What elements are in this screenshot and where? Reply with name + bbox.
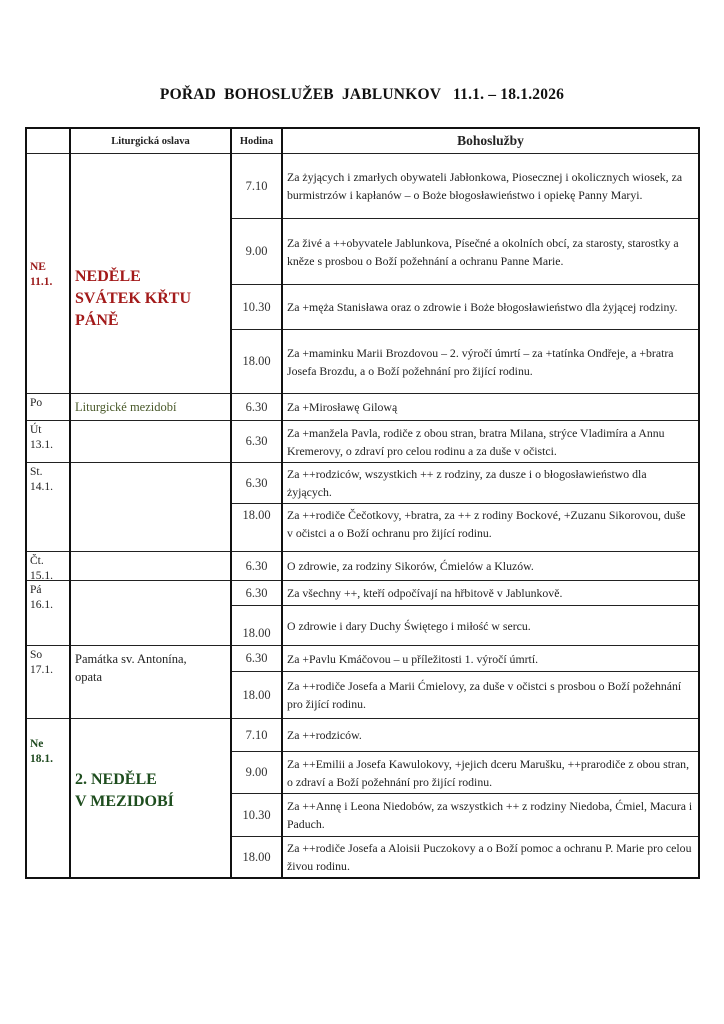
table-row [26, 463, 699, 504]
mass-intention: Za ++Emilii a Josefa Kawulokovy, +jejich dceru Marušku, ++prarodiče z obou stran, o zdraví a Boží požehnání pro žijící rodinu. [282, 752, 699, 794]
mass-intention: Za +Pavlu Kmáčovou – u příležitosti 1. výročí úmrtí. [282, 646, 699, 672]
mass-hour: 7.10 [231, 154, 282, 219]
day-cell-thursday [26, 552, 70, 581]
day-cell-tuesday [26, 421, 70, 463]
table-row [26, 581, 699, 606]
mass-intention: Za ++rodziców. [282, 719, 699, 752]
day-name: Čt. [30, 555, 44, 567]
liturgy-line: V MEZIDOBÍ [75, 793, 174, 810]
mass-intention: Za živé a ++obyvatele Jablunkova, Písečné a okolních obcí, za starosty, starostky a kněze s prosbou o Boží požehnání a ochranu Panne Marie. [282, 219, 699, 285]
table-row [26, 646, 699, 672]
day-name: So [30, 649, 43, 661]
mass-hour: 6.30 [231, 394, 282, 421]
mass-intention: O zdrowie i dary Duchy Świętego i miłość w sercu. [282, 606, 699, 646]
liturgy-line: PÁNĚ [75, 311, 119, 329]
mass-intention: Za ++rodziców, wszystkich ++ z rodziny, za dusze i o błogosławieństwo dla żyjących. [282, 463, 699, 504]
header-liturgy: Liturgická oslava [70, 128, 231, 154]
table-row [26, 719, 699, 752]
liturgy-cell-sunday [70, 719, 231, 879]
mass-intention: Za +Mirosławę Gilową [282, 394, 699, 421]
header-day [26, 128, 70, 154]
day-cell-sunday-11 [26, 154, 70, 394]
day-date: 18.1. [30, 753, 53, 765]
mass-intention: Za ++Annę i Leona Niedobów, za wszystkich ++ z rodziny Niedoba, Ćmiel, Macura i Paduch. [282, 794, 699, 837]
mass-hour: 6.30 [231, 421, 282, 463]
day-cell-saturday [26, 646, 70, 719]
table-row [26, 552, 699, 581]
liturgy-line: 2. NEDĚLE [75, 771, 157, 788]
liturgy-cell: Liturgické mezidobí [70, 394, 231, 421]
mass-hour: 6.30 [231, 463, 282, 504]
day-name: Ne [30, 738, 44, 750]
mass-hour: 18.00 [231, 672, 282, 719]
liturgy-cell [70, 552, 231, 581]
day-cell-friday [26, 581, 70, 646]
mass-hour: 18.00 [231, 504, 282, 552]
day-name: Út [30, 424, 42, 436]
mass-intention: Za +męża Stanisława oraz o zdrowie i Boże błogosławieństwo dla żyjącej rodziny. [282, 285, 699, 330]
liturgy-cell [70, 463, 231, 552]
table-row [26, 394, 699, 421]
liturgy-cell-feast [70, 154, 231, 394]
mass-hour: 18.00 [231, 330, 282, 394]
page-title: POŘAD BOHOSLUŽEB JABLUNKOV 11.1. – 18.1.2026 [159, 86, 565, 103]
day-date: 11.1. [30, 275, 53, 288]
day-date: 13.1. [30, 439, 53, 451]
day-name: St. [30, 466, 43, 478]
day-date: 17.1. [30, 664, 53, 676]
mass-intention: Za všechny ++, kteří odpočívají na hřbitově v Jablunkově. [282, 581, 699, 606]
liturgy-line: NEDĚLE [75, 267, 141, 285]
mass-hour: 9.00 [231, 752, 282, 794]
header-row [26, 128, 699, 154]
mass-hour: 7.10 [231, 719, 282, 752]
day-date: 15.1. [30, 570, 53, 580]
liturgy-cell-memorial [70, 646, 231, 719]
mass-intention: Za +manžela Pavla, rodiče z obou stran, bratra Milana, strýce Vladimíra a Annu Kremerovy, o zdraví pro celou rodinu a za duše v očistci. [282, 421, 699, 463]
day-cell-monday [26, 394, 70, 421]
mass-hour: 6.30 [231, 646, 282, 672]
liturgy-cell [70, 581, 231, 646]
mass-intention: Za ++rodiče Čečotkovy, +bratra, za ++ z rodiny Bockové, +Zuzanu Sikorovou, duše v očistci a o Boží ochranu pro žijící rodinu. [282, 504, 699, 552]
mass-hour: 18.00 [231, 606, 282, 646]
mass-hour: 18.00 [231, 837, 282, 879]
day-name: Po [30, 397, 43, 409]
liturgy-line: Památka sv. Antonína, [75, 652, 187, 666]
mass-intention: Za +maminku Marii Brozdovou – 2. výročí úmrtí – za +tatínka Ondřeje, a +bratra Josefa Brozdu, a o Boží požehnání pro žijící rodinu. [282, 330, 699, 394]
mass-hour: 10.30 [231, 285, 282, 330]
day-date: 16.1. [30, 599, 53, 611]
mass-hour: 9.00 [231, 219, 282, 285]
liturgy-line: opata [75, 670, 103, 684]
day-cell-wednesday [26, 463, 70, 552]
day-cell-sunday-18 [26, 719, 70, 879]
day-date: 14.1. [30, 481, 53, 493]
day-name: Pá [30, 584, 42, 596]
mass-hour: 6.30 [231, 552, 282, 581]
mass-hour: 6.30 [231, 581, 282, 606]
header-services: Bohoslužby [282, 128, 699, 154]
mass-hour: 10.30 [231, 794, 282, 837]
table-row [26, 154, 699, 219]
header-hour: Hodina [231, 128, 282, 154]
mass-intention: Za ++rodiče Josefa a Aloisii Puczokovy a o Boží pomoc a ochranu P. Marie pro celou živou rodinu. [282, 837, 699, 879]
mass-intention: O zdrowie, za rodziny Sikorów, Ćmielów a Kluzów. [282, 552, 699, 581]
mass-intention: Za ++rodiče Josefa a Marii Ćmielovy, za duše v očistci s prosbou o Boží požehnání pro žijící rodinu. [282, 672, 699, 719]
liturgy-line: SVÁTEK KŘTU [75, 289, 192, 307]
table-row [26, 421, 699, 463]
liturgy-cell [70, 421, 231, 463]
day-name: NE [30, 260, 46, 273]
schedule-table [25, 127, 700, 879]
mass-intention: Za żyjących i zmarłych obywateli Jabłonkowa, Piosecznej i okolicznych wiosek, za burmistrzów i kapłanów – o Boże błogosławieństwo i opiekę Panny Maryi. [282, 154, 699, 219]
